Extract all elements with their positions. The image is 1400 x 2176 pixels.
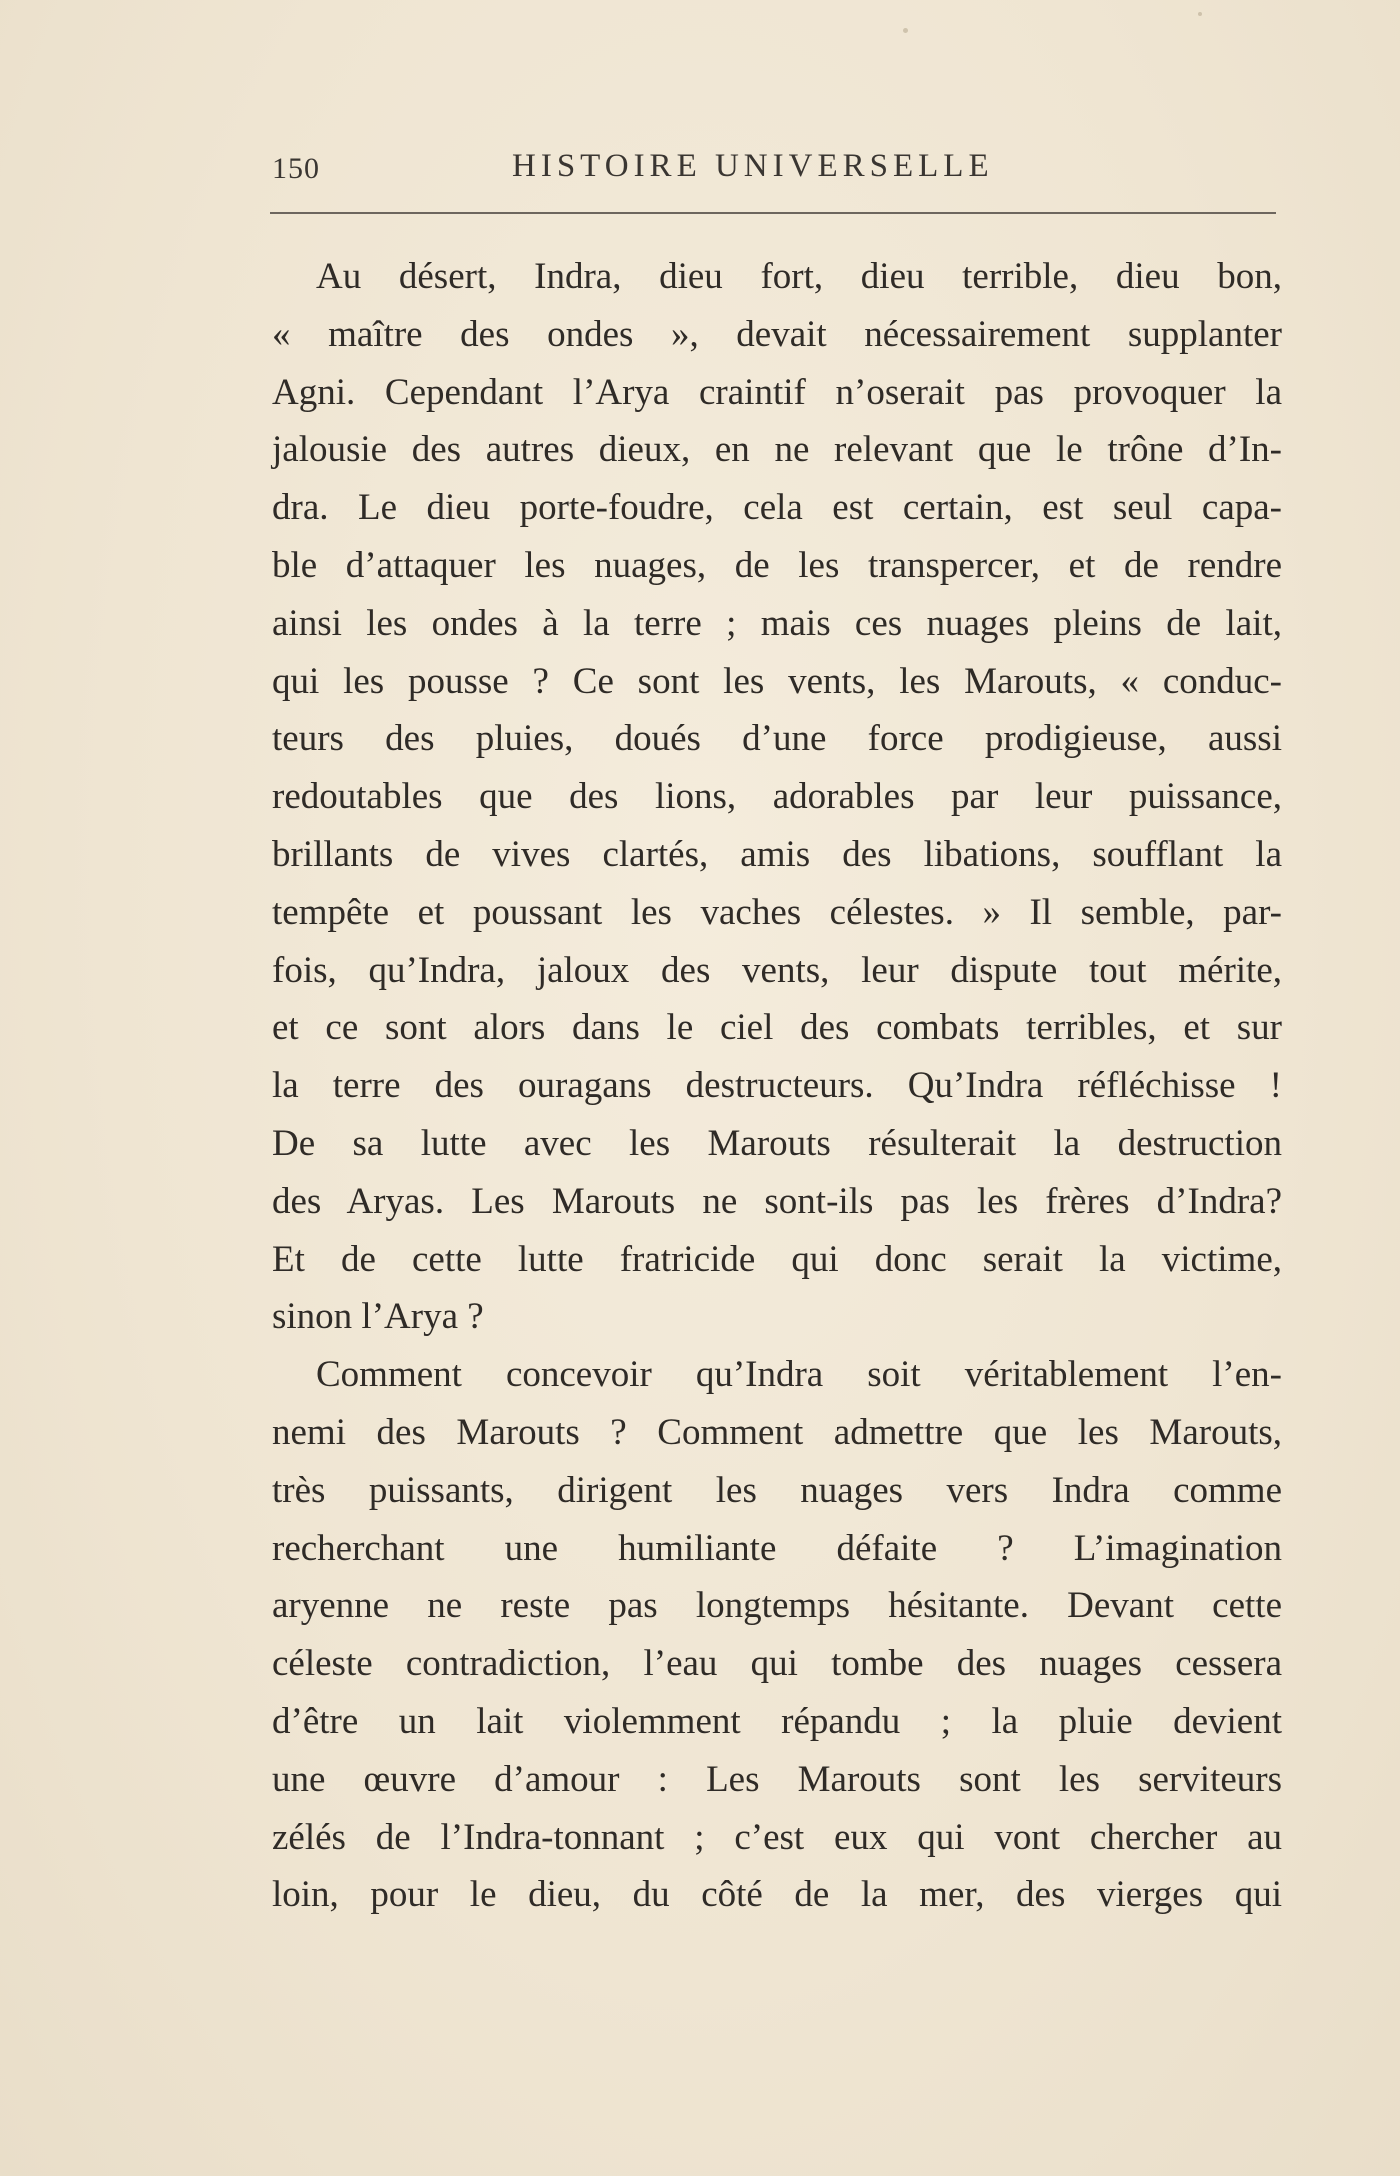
text-line: tempête et poussant les vaches célestes. » Il semble, par- xyxy=(272,891,1282,933)
text-line: céleste contradiction, l’eau qui tombe des nuages cessera xyxy=(272,1643,1282,1685)
text-line: Comment concevoir qu’Indra soit véritablement l’en- xyxy=(316,1354,1282,1396)
body-text xyxy=(272,248,1282,1924)
text-line: jalousie des autres dieux, en ne relevant que le trône d’In- xyxy=(272,429,1282,471)
text-line: teurs des pluies, doués d’une force prodigieuse, aussi xyxy=(272,718,1282,760)
text-line: Et de cette lutte fratricide qui donc serait la victime, xyxy=(272,1238,1282,1280)
text-line: Au désert, Indra, dieu fort, dieu terrible, dieu bon, xyxy=(316,256,1282,297)
text-line: redoutables que des lions, adorables par leur puissance, xyxy=(272,776,1282,818)
running-title: HISTOIRE UNIVERSELLE xyxy=(512,148,994,184)
text-line: qui les pousse ? Ce sont les vents, les Marouts, « conduc- xyxy=(272,660,1282,702)
text-line: d’être un lait violemment répandu ; la pluie devient xyxy=(272,1700,1282,1742)
text-line: sinon l’Arya ? xyxy=(272,1296,484,1338)
paper-speck xyxy=(903,28,908,33)
text-line: zélés de l’Indra-tonnant ; c’est eux qui vont chercher au xyxy=(272,1816,1282,1858)
text-line: ainsi les ondes à la terre ; mais ces nuages pleins de lait, xyxy=(272,602,1282,644)
text-line: « maître des ondes », devait nécessairement supplanter xyxy=(272,313,1282,355)
text-line: la terre des ouragans destructeurs. Qu’Indra réfléchisse ! xyxy=(272,1065,1282,1107)
text-line: recherchant une humiliante défaite ? L’imagination xyxy=(272,1527,1282,1569)
page-number: 150 xyxy=(272,152,320,185)
text-line: brillants de vives clartés, amis des libations, soufflant la xyxy=(272,833,1282,875)
text-line: De sa lutte avec les Marouts résulterait la destruction xyxy=(272,1122,1282,1164)
text-line: dra. Le dieu porte-foudre, cela est certain, est seul capa- xyxy=(272,487,1282,529)
text-line: aryenne ne reste pas longtemps hésitante. Devant cette xyxy=(272,1585,1282,1627)
text-line: très puissants, dirigent les nuages vers Indra comme xyxy=(272,1469,1282,1511)
text-line: loin, pour le dieu, du côté de la mer, des vierges qui xyxy=(272,1874,1282,1916)
text-line: Agni. Cependant l’Arya craintif n’oserait pas provoquer la xyxy=(272,371,1282,413)
text-line: une œuvre d’amour : Les Marouts sont les serviteurs xyxy=(272,1758,1282,1800)
text-line: nemi des Marouts ? Comment admettre que les Marouts, xyxy=(272,1411,1282,1453)
text-line: fois, qu’Indra, jaloux des vents, leur dispute tout mérite, xyxy=(272,949,1282,991)
header-rule xyxy=(270,212,1276,214)
text-line: des Aryas. Les Marouts ne sont-ils pas les frères d’Indra? xyxy=(272,1180,1282,1222)
page-header xyxy=(272,148,1272,194)
paper-speck xyxy=(1198,12,1202,16)
text-line: et ce sont alors dans le ciel des combats terribles, et sur xyxy=(272,1007,1282,1049)
text-line: ble d’attaquer les nuages, de les transpercer, et de rendre xyxy=(272,544,1282,586)
